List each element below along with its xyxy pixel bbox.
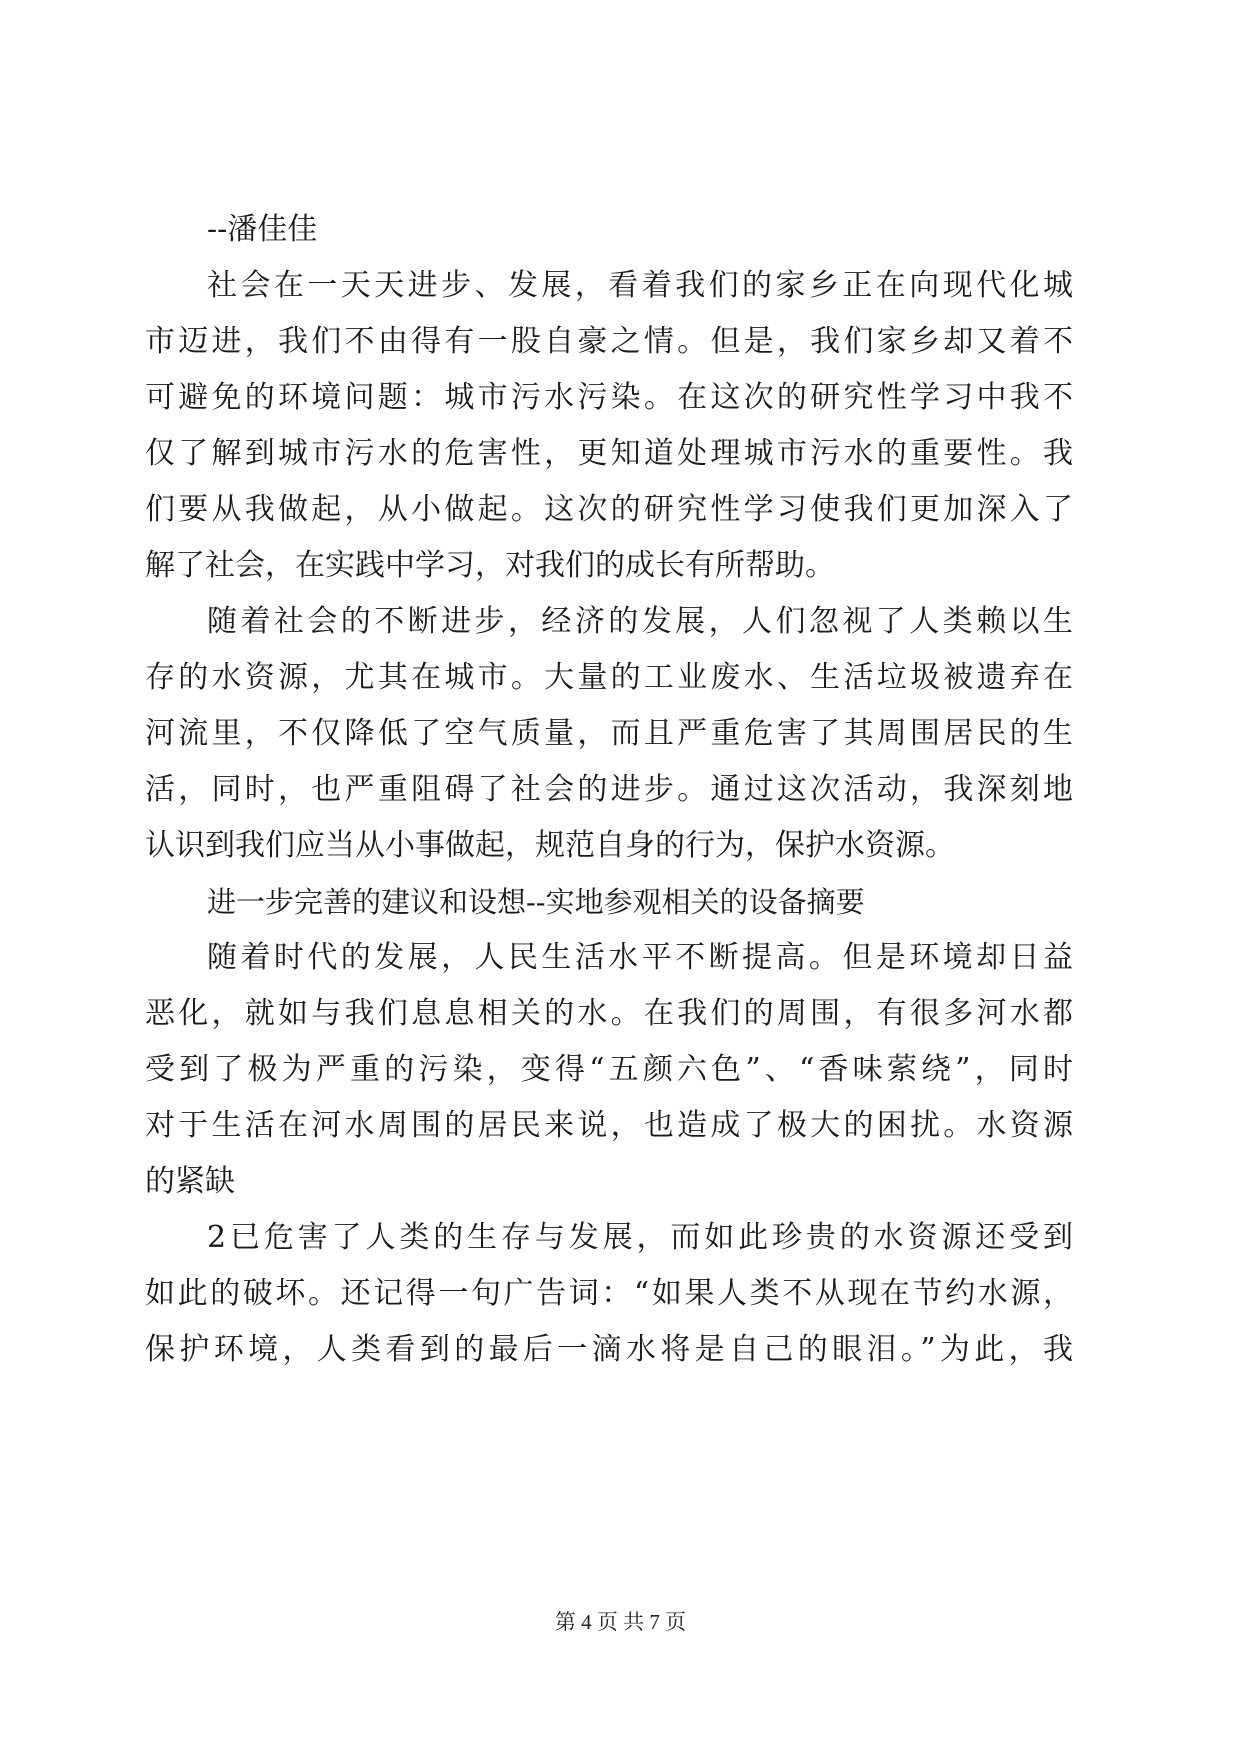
paragraph-3-line-5: 的紧缺 [145, 1164, 235, 1199]
paragraph-1-line-4: 仅了解到城市污水的危害性，更知道处理城市污水的重要性。我 [145, 436, 1073, 471]
paragraph-4-line-1: 2已危害了人类的生存与发展，而如此珍贵的水资源还受到 [207, 1220, 1073, 1255]
paragraph-2-line-5: 认识到我们应当从小事做起，规范自身的行为，保护水资源。 [145, 828, 955, 863]
paragraph-3-line-4: 对于生活在河水周围的居民来说，也造成了极大的困扰。水资源 [145, 1108, 1073, 1143]
paragraph-2-line-3: 河流里，不仅降低了空气质量，而且严重危害了其周围居民的生 [145, 716, 1073, 751]
paragraph-1-line-3: 可避免的环境问题：城市污水污染。在这次的研究性学习中我不 [145, 380, 1073, 415]
paragraph-3-line-3: 受到了极为严重的污染，变得“五颜六色”、“香味萦绕”，同时 [145, 1052, 1073, 1087]
paragraph-1-line-6: 解了社会，在实践中学习，对我们的成长有所帮助。 [145, 548, 835, 583]
paragraph-4-line-3: 保护环境，人类看到的最后一滴水将是自己的眼泪。”为此，我 [145, 1332, 1073, 1367]
paragraph-2-line-4: 活，同时，也严重阻碍了社会的进步。通过这次活动，我深刻地 [145, 772, 1073, 807]
paragraph-2-line-2: 存的水资源，尤其在城市。大量的工业废水、生活垃圾被遗弃在 [145, 660, 1073, 695]
paragraph-1-line-1: 社会在一天天进步、发展，看着我们的家乡正在向现代化城 [207, 268, 1073, 303]
author-line: --潘佳佳 [207, 212, 318, 247]
paragraph-2-line-1: 随着社会的不断进步，经济的发展，人们忽视了人类赖以生 [207, 604, 1073, 639]
paragraph-3-line-1: 随着时代的发展，人民生活水平不断提高。但是环境却日益 [207, 940, 1073, 975]
paragraph-4-line-2: 如此的破坏。还记得一句广告词：“如果人类不从现在节约水源， [145, 1276, 1073, 1311]
paragraph-1-line-5: 们要从我做起，从小做起。这次的研究性学习使我们更加深入了 [145, 492, 1073, 527]
paragraph-1-line-2: 市迈进，我们不由得有一股自豪之情。但是，我们家乡却又着不 [145, 324, 1073, 359]
page-footer: 第 4 页 共 7 页 [554, 1610, 687, 1634]
paragraph-3-line-2: 恶化，就如与我们息息相关的水。在我们的周围，有很多河水都 [145, 996, 1073, 1031]
section-heading: 进一步完善的建议和设想--实地参观相关的设备摘要 [207, 885, 865, 919]
